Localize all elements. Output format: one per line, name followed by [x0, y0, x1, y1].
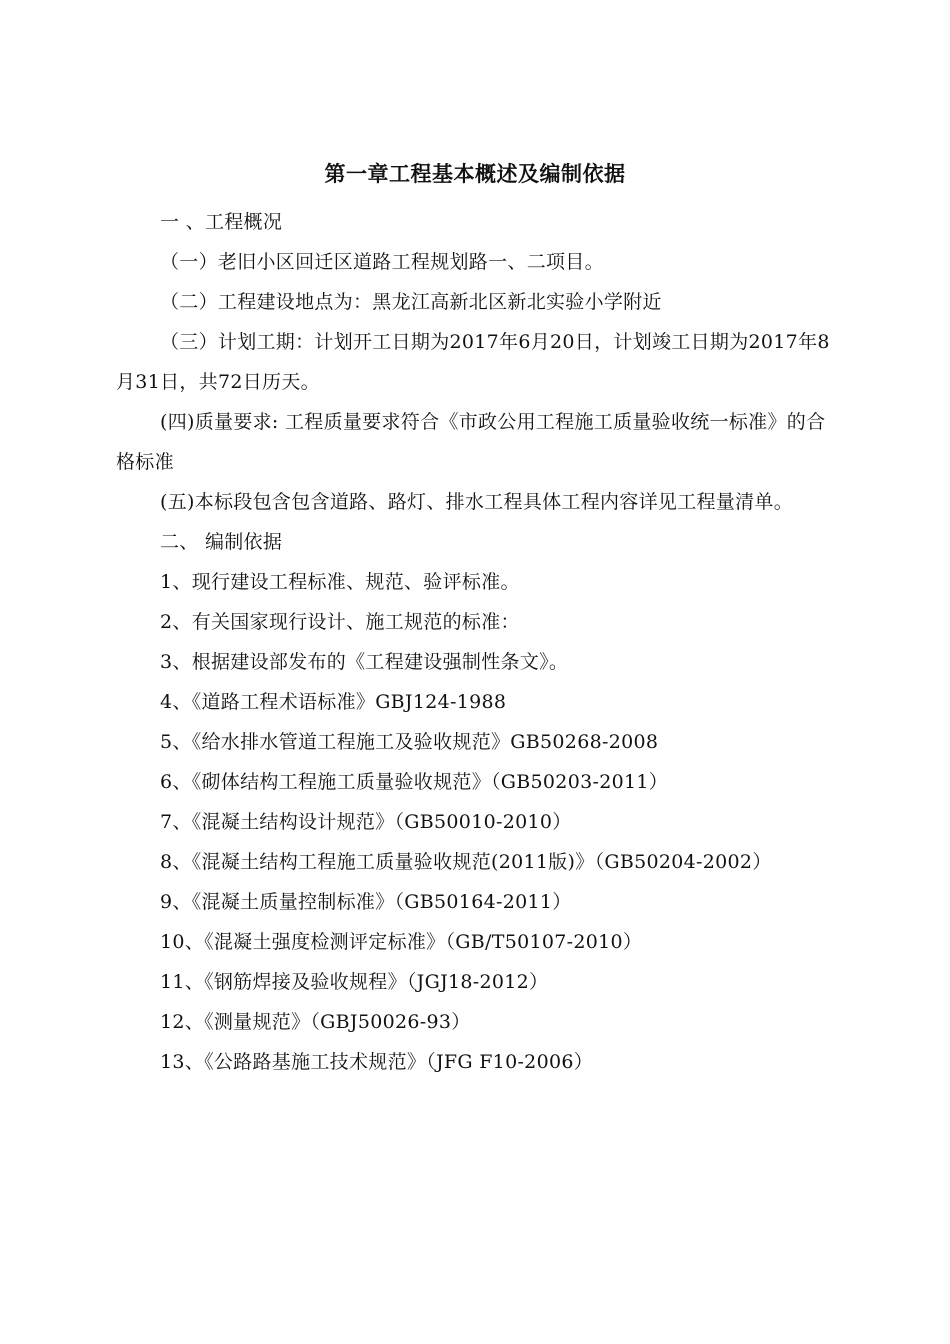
- paragraph-quality: (四)质量要求: 工程质量要求符合《市政公用工程施工质量验收统一标准》的合格标准: [116, 411, 826, 473]
- list-item: 7、《混凝土结构设计规范》（GB50010-2010）: [160, 811, 572, 833]
- list-item: 4、《道路工程术语标准》GBJ124-1988: [160, 691, 507, 713]
- paragraph-schedule: （三）计划工期：计划开工日期为2017年6月20日，计划竣工日期为2017年8月31日，共72日历天。: [116, 331, 830, 393]
- list-item: 6、《砌体结构工程施工质量验收规范》（GB50203-2011）: [160, 771, 669, 793]
- section-heading-overview: 一 、工程概况: [160, 211, 283, 233]
- document-body: [116, 202, 836, 1082]
- list-item: 10、《混凝土强度检测评定标准》（GB/T50107-2010）: [160, 931, 643, 953]
- section-heading-basis: 二、 编制依据: [160, 531, 283, 553]
- paragraph-scope: (五)本标段包含包含道路、路灯、排水工程具体工程内容详见工程量清单。: [160, 491, 794, 513]
- paragraph-project-name: （一）老旧小区回迁区道路工程规划路一、二项目。: [160, 251, 604, 273]
- chapter-title: 第一章工程基本概述及编制依据: [324, 161, 626, 186]
- list-item: 8、《混凝土结构工程施工质量验收规范(2011版)》（GB50204-2002）: [160, 851, 772, 873]
- list-item: 1、现行建设工程标准、规范、验评标准。: [160, 571, 520, 593]
- paragraph-location: （二）工程建设地点为：黑龙江高新北区新北实验小学附近: [160, 291, 662, 313]
- list-item: 11、《钢筋焊接及验收规程》（JGJ18-2012）: [160, 971, 549, 993]
- list-item: 3、根据建设部发布的《工程建设强制性条文》。: [160, 651, 569, 673]
- list-item: 13、《公路路基施工技术规范》（JFG F10-2006）: [160, 1051, 594, 1073]
- list-item: 2、有关国家现行设计、施工规范的标准：: [160, 611, 520, 633]
- list-item: 5、《给水排水管道工程施工及验收规范》GB50268-2008: [160, 731, 659, 753]
- list-item: 9、《混凝土质量控制标准》（GB50164-2011）: [160, 891, 572, 913]
- list-item: 12、《测量规范》（GBJ50026-93）: [160, 1011, 471, 1033]
